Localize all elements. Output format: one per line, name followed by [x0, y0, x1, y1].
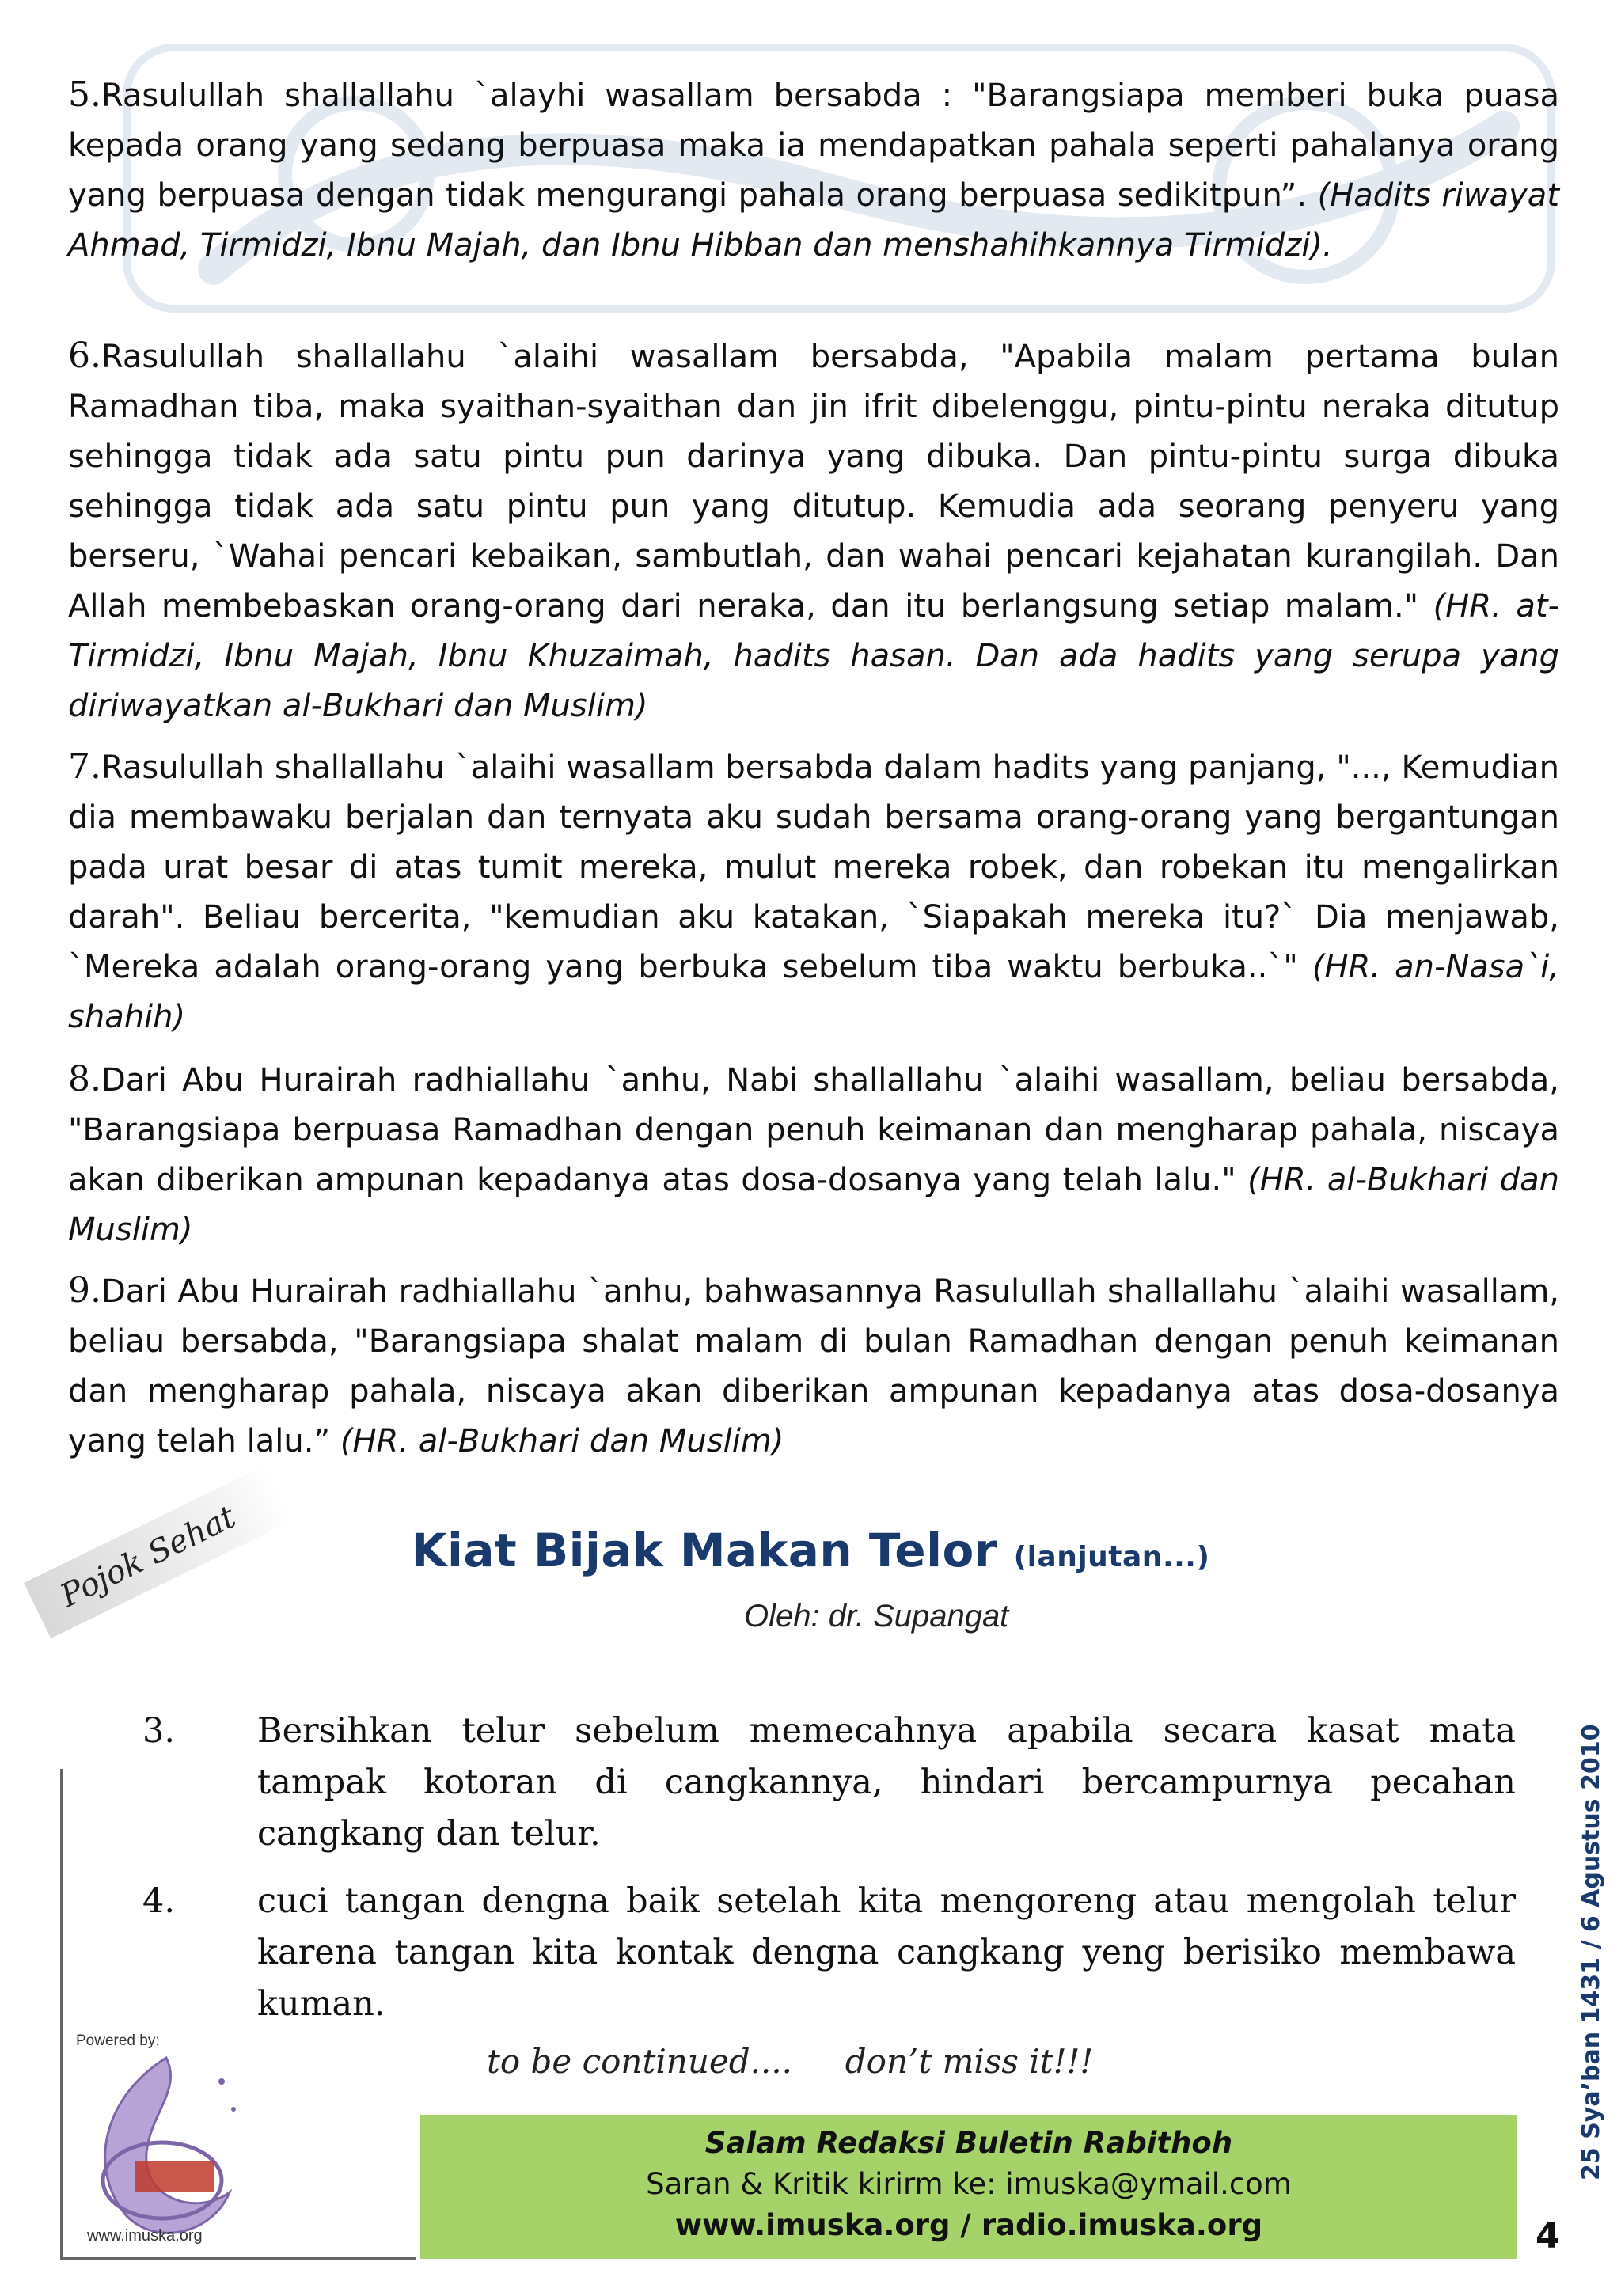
hadith-text: Rasulullah shallallahu `alaihi wasallam bersabda dalam hadits yang panjang, "..., Kemudian dia membawaku berjalan dan ternyata aku sudah bersama orang-orang yang bergantungan pada urat besar di atas tumit mereka, mulut mereka robek, dan robekan itu mengalirkan darah". Beliau bercerita, "kemudian aku katakan, `Siapakah mereka itu?` Dia menjawab, `Mereka adalah orang-orang yang berbuka sebelum tiba waktu berbuka..`"	[68, 750, 1559, 985]
hadith-source: (Hadits riwayat Ahmad, Tirmidzi, Ibnu Majah, dan Ibnu Hibban dan menshahihkannya Tirmidzi).	[68, 177, 1560, 264]
article-title-text: Kiat Bijak Makan Telor	[411, 1524, 997, 1577]
article-author: Oleh: dr. Supangat	[744, 1599, 1009, 1634]
corner-ribbon-label: Pojok Sehat	[55, 1498, 241, 1615]
footer-links[interactable]: www.imuska.org / radio.imuska.org	[674, 2208, 1263, 2242]
hadith-text: Dari Abu Hurairah radhiallahu `anhu, Nabi shallallahu `alaihi wasallam, beliau bersabda, "Barangsiapa berpuasa Ramadhan dengan penuh keimanan dan mengharap pahala, niscaya akan diberikan ampunan kepadanya atas dosa-dosanya yang telah lalu."	[68, 1062, 1559, 1198]
frame-vertical-line	[60, 1769, 63, 2260]
tip-number: 3.	[142, 1711, 176, 1751]
article-title	[0, 1524, 1621, 1577]
to-be-continued-note: to be continued.... don’t miss it!!!	[487, 2042, 1094, 2081]
issue-date: 25 Sya’ban 1431 / 6 Agustus 2010	[1577, 1724, 1605, 2180]
frame-horizontal-line	[60, 2257, 416, 2260]
footer-title: Salam Redaksi Buletin Rabithoh	[704, 2126, 1233, 2160]
hadith-text: Rasulullah shallallahu `alayhi wasallam bersabda : "Barangsiapa memberi buka puasa kepada orang yang sedang berpuasa maka ia mendapatkan pahala seperti pahalanya orang yang berpuasa dengan tidak mengurangi pahala orang berpuasa sedikitpun”.	[68, 78, 1559, 214]
hadith-text: Dari Abu Hurairah radhiallahu `anhu, bahwasannya Rasulullah shallallahu `alaihi wasallam, beliau bersabda, "Barangsiapa shalat malam di bulan Ramadhan dengan penuh keimanan dan mengharap pahala, niscaya akan diberikan ampunan kepadanya atas dosa-dosanya yang telah lalu.”	[68, 1273, 1559, 1459]
imuska-logo	[71, 2034, 261, 2248]
hadith-5	[68, 70, 1559, 271]
footer-contact[interactable]: Saran & Kritik kirirm ke: imuska@ymail.com	[646, 2167, 1292, 2201]
hadith-7	[68, 742, 1559, 1042]
hadith-source: (HR. at-Tirmidzi, Ibnu Majah, Ibnu Khuzaimah, hadits hasan. Dan ada hadits yang serupa yang diriwayatkan al-Bukhari dan Muslim)	[68, 588, 1559, 724]
hadith-number: 5.	[68, 74, 101, 115]
article-subtitle: (lanjutan...)	[1013, 1541, 1210, 1573]
hadith-9	[68, 1266, 1559, 1467]
footer-box	[420, 2115, 1517, 2259]
hadith-text: Rasulullah shallallahu `alaihi wasallam bersabda, "Apabila malam pertama bulan Ramadhan tiba, maka syaithan-syaithan dan jin ifrit dibelenggu, pintu-pintu neraka ditutup sehingga tidak ada satu pintu pun darinya yang dibuka. Dan pintu-pintu surga dibuka sehingga tidak ada satu pintu pun yang ditutup. Kemudia ada seorang penyeru yang berseru, `Wahai pencari kebaikan, sambutlah, dan wahai pencari kejahatan kurangilah. Dan Allah membebaskan orang-orang dari neraka, dan itu berlangsung setiap malam."	[68, 339, 1559, 624]
tip-text: Bersihkan telur sebelum memecahnya apabila secara kasat mata tampak kotoran di cangkannya, hindari bercampurnya pecahan cangkang dan telur.	[257, 1711, 1516, 1854]
hadith-source: (HR. an-Nasa`i, shahih)	[68, 949, 1559, 1035]
tip-item-4	[142, 1876, 1516, 2030]
hadith-source: (HR. al-Bukhari dan Muslim)	[68, 1162, 1560, 1248]
hadith-number: 8.	[68, 1059, 101, 1099]
tip-number: 4.	[142, 1881, 176, 1921]
hadith-number: 7.	[68, 746, 101, 787]
tip-text: cuci tangan dengna baik setelah kita mengoreng atau mengolah telur karena tangan kita kontak dengna cangkang yeng berisiko membawa kuman.	[257, 1881, 1516, 2024]
tip-item-3	[142, 1706, 1516, 1860]
hadith-source: (HR. al-Bukhari dan Muslim)	[340, 1423, 784, 1459]
hadith-6	[68, 331, 1559, 731]
hadith-number: 6.	[68, 336, 101, 376]
hadith-8	[68, 1054, 1559, 1255]
powered-by-label: Powered by:	[76, 2032, 160, 2049]
page-number: 4	[1536, 2216, 1560, 2256]
hadith-number: 9.	[68, 1270, 101, 1311]
logo-url: www.imuska.org	[87, 2227, 203, 2245]
